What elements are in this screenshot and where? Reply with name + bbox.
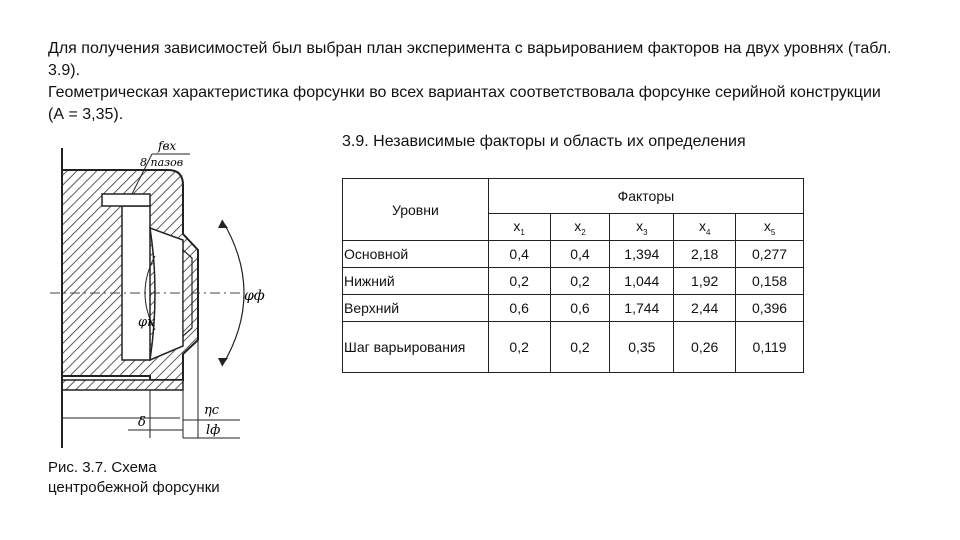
label-slots: 8 пазов: [140, 156, 184, 169]
value-cell: 0,119: [736, 322, 804, 373]
value-cell: 1,744: [610, 295, 674, 322]
level-cell: Основной: [343, 241, 489, 268]
value-cell: 1,394: [610, 241, 674, 268]
label-delta: δ: [138, 415, 146, 430]
value-cell: 0,277: [736, 241, 804, 268]
table-row: [343, 322, 804, 373]
nozzle-drawing: [40, 128, 302, 450]
value-cell: 0,2: [488, 268, 550, 295]
label-phi-k: φк: [138, 315, 155, 330]
value-cell: 0,396: [736, 295, 804, 322]
header-factors: Факторы: [488, 179, 803, 214]
value-cell: 2,44: [674, 295, 736, 322]
header-levels: Уровни: [343, 179, 489, 241]
label-f-in: fвх: [158, 139, 177, 153]
value-cell: 0,4: [488, 241, 550, 268]
intro-paragraph-1: Для получения зависимостей был выбран план эксперимента с варьированием факторов на двух уровнях (табл. 3.9).: [48, 40, 892, 79]
value-cell: 0,4: [550, 241, 610, 268]
factors-table: [342, 178, 804, 373]
bottom-plate: [62, 380, 183, 390]
value-cell: 2,18: [674, 241, 736, 268]
value-cell: 0,35: [610, 322, 674, 373]
value-cell: 1,92: [674, 268, 736, 295]
value-cell: 1,044: [610, 268, 674, 295]
table-row: [343, 268, 804, 295]
value-cell: 0,2: [550, 268, 610, 295]
table-row: [343, 295, 804, 322]
factor-header: $x_5$: [736, 214, 804, 241]
intro-paragraph-2: Геометрическая характеристика форсунки во всех вариантах соответствовала форсунке серийной конструкции (А = 3,35).: [48, 84, 881, 123]
swirl-chamber: [150, 228, 183, 360]
value-cell: 0,26: [674, 322, 736, 373]
label-phi-f: φф: [244, 288, 265, 304]
label-eta-c: ηс: [204, 403, 220, 418]
factor-header: $x_4$: [674, 214, 736, 241]
figure-caption: Рис. 3.7. Схема центробежной форсунки: [48, 459, 220, 496]
value-cell: 0,2: [488, 322, 550, 373]
value-cell: 0,6: [488, 295, 550, 322]
value-cell: 0,2: [550, 322, 610, 373]
factor-header: $x_1$: [488, 214, 550, 241]
label-l-f: lф: [206, 423, 221, 438]
level-cell: Нижний: [343, 268, 489, 295]
table-row: [343, 241, 804, 268]
value-cell: 0,158: [736, 268, 804, 295]
level-cell: Шаг варьирования: [343, 322, 489, 373]
factor-header: $x_3$: [610, 214, 674, 241]
table-title: 3.9. Независимые факторы и область их определения: [342, 133, 746, 150]
factor-header: $x_2$: [550, 214, 610, 241]
level-cell: Верхний: [343, 295, 489, 322]
value-cell: 0,6: [550, 295, 610, 322]
slot-channel: [102, 194, 150, 206]
